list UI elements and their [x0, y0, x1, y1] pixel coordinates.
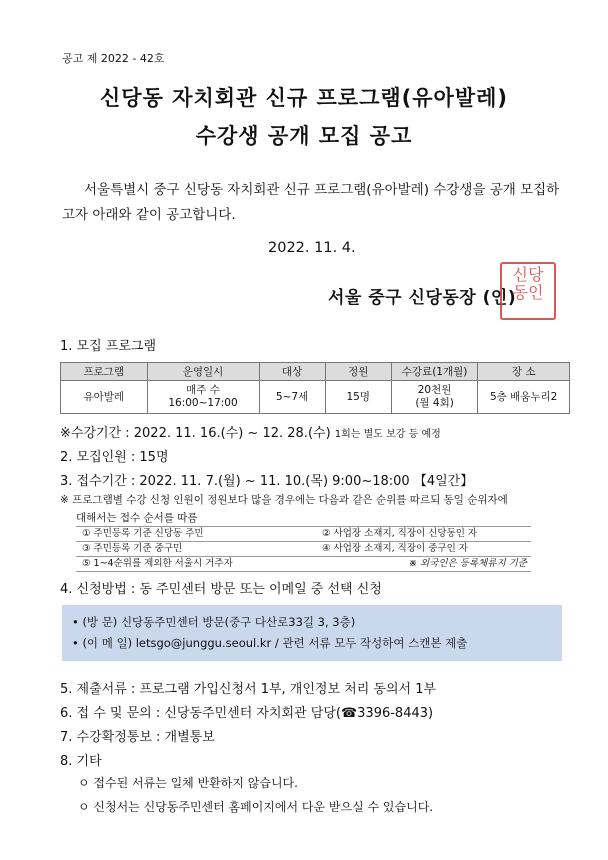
section-6: 6. 접 수 및 문의 : 신당동주민센터 자치회관 담당(☎3396-8443) [60, 706, 434, 721]
etc-item: ㅇ 접수된 서류는 일체 반환하지 않습니다. [78, 776, 298, 790]
course-period-note: 1회는 별도 보강 등 예정 [334, 429, 441, 440]
priority-rules [76, 526, 531, 572]
schedule-time: 16:00~17:00 [168, 397, 238, 409]
cell-fee [391, 381, 478, 414]
col-header: 수강료(1개월) [391, 363, 478, 381]
col-header: 장 소 [478, 363, 570, 381]
document-title: 신당동 자치회관 신규 프로그램(유아발레) [100, 86, 508, 110]
rule-item: ④ 사업장 소재지, 직장이 중구인 자 [322, 543, 468, 554]
document-subtitle: 수강생 공개 모집 공고 [195, 124, 413, 148]
col-header: 프로그램 [61, 363, 148, 381]
course-period [60, 422, 441, 441]
section-8: 8. 기타 [60, 754, 102, 769]
course-period-main: ※수강기간 : 2022. 11. 16.(수) ~ 12. 28.(수) [60, 426, 331, 441]
rule-note: ※ 외국인은 등록체류지 기준 [409, 558, 527, 569]
issuer: 서울 중구 신당동장 (인) [328, 288, 517, 308]
program-table [60, 362, 570, 414]
seal-line-2: 동인 [512, 283, 544, 302]
section-2: 2. 모집인원 : 15명 [60, 450, 169, 465]
col-header: 운영일시 [147, 363, 259, 381]
rule-row [76, 542, 531, 557]
rule-item: ③ 주민등록 기준 중구민 [82, 543, 183, 554]
fee-sessions: (월 4회) [415, 397, 454, 409]
notice-date: 2022. 11. 4. [268, 240, 356, 256]
cell-schedule [147, 381, 259, 414]
application-method-box [62, 605, 562, 661]
cell-program: 유아발레 [61, 381, 148, 414]
priority-note-1: ※ 프로그램별 수강 신청 인원이 정원보다 많을 경우에는 다음과 같은 순위를 따르되 동일 순위자에 [60, 494, 508, 506]
email-method: • (이 메 일) letsgo@junggu.seoul.kr / 관련 서류 모두 작성하여 스캔본 제출 [72, 636, 468, 650]
col-header: 정원 [325, 363, 391, 381]
cell-capacity: 15명 [325, 381, 391, 414]
priority-note-2: 대해서는 접수 순서를 따름 [76, 512, 198, 524]
rule-item: ① 주민등록 기준 신당동 주민 [82, 528, 204, 539]
col-header: 대상 [259, 363, 325, 381]
table-row [61, 381, 570, 414]
section-1-heading: 1. 모집 프로그램 [60, 339, 157, 354]
cell-place: 5층 배움누리2 [478, 381, 570, 414]
section-5: 5. 제출서류 : 프로그램 가입신청서 1부, 개인정보 처리 동의서 1부 [60, 682, 437, 697]
visit-method: • (방 문) 신당동주민센터 방문(중구 다산로33길 3, 3층) [72, 615, 356, 629]
section-4: 4. 신청방법 : 동 주민센터 방문 또는 이메일 중 선택 신청 [60, 582, 382, 597]
rule-item: ② 사업장 소재지, 직장이 신당동인 자 [322, 528, 478, 539]
fee-amount: 20천원 [417, 384, 452, 396]
cell-target: 5~7세 [259, 381, 325, 414]
intro-paragraph: 서울특별시 중구 신당동 자치회관 신규 프로그램(유아발레) 수강생을 공개 모집하고자 아래와 같이 공고합니다. [62, 182, 560, 223]
section-7: 7. 수강확정통보 : 개별통보 [60, 730, 215, 745]
seal-line-1: 신당 [512, 265, 544, 284]
rule-row [76, 526, 531, 542]
section-3: 3. 접수기간 : 2022. 11. 7.(월) ~ 11. 10.(목) 9:00~18:00 【4일간】 [60, 474, 474, 489]
etc-item: ㅇ 신청서는 신당동주민센터 홈페이지에서 다운 받으실 수 있습니다. [78, 800, 434, 814]
notice-number: 공고 제 2022 - 42호 [62, 52, 165, 65]
rule-row [76, 557, 531, 572]
schedule-day: 매주 수 [186, 384, 220, 396]
official-seal [500, 262, 556, 320]
rule-item: ⑤ 1~4순위를 제외한 서울시 거주자 [82, 558, 233, 569]
